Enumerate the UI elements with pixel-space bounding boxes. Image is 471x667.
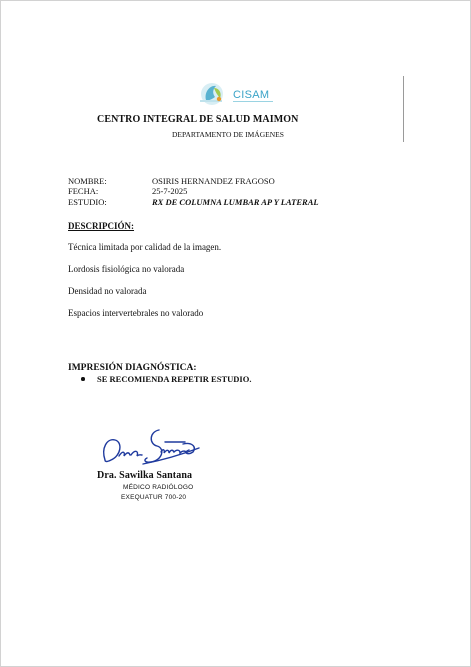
study-label: ESTUDIO: bbox=[68, 197, 107, 207]
date-value: 25-7-2025 bbox=[152, 186, 188, 196]
bullet-icon bbox=[81, 377, 85, 381]
logo-subline bbox=[233, 101, 273, 102]
finding-lordosis: Lordosis fisiológica no valorada bbox=[68, 264, 185, 274]
date-label: FECHA: bbox=[68, 186, 99, 196]
handwritten-signature bbox=[97, 422, 207, 472]
study-value: RX DE COLUMNA LUMBAR AP Y LATERAL bbox=[152, 197, 319, 207]
institution-name: CENTRO INTEGRAL DE SALUD MAIMON bbox=[97, 114, 299, 125]
signer-role: MÉDICO RADIÓLOGO bbox=[123, 484, 194, 491]
impression-item: SE RECOMIENDA REPETIR ESTUDIO. bbox=[97, 374, 252, 384]
impression-heading: IMPRESIÓN DIAGNÓSTICA: bbox=[68, 363, 197, 373]
department-name: DEPARTAMENTO DE IMÁGENES bbox=[172, 130, 284, 139]
logo-text: CISAM bbox=[233, 89, 270, 101]
finding-disc-spaces: Espacios intervertebrales no valorado bbox=[68, 308, 204, 318]
signer-license: EXEQUATUR 700-20 bbox=[121, 494, 187, 501]
margin-rule bbox=[403, 76, 404, 142]
finding-density: Densidad no valorada bbox=[68, 286, 147, 296]
signer-name: Dra. Sawilka Santana bbox=[97, 470, 193, 481]
description-heading: DESCRIPCIÓN: bbox=[68, 221, 135, 231]
finding-technique: Técnica limitada por calidad de la imagen. bbox=[68, 242, 222, 252]
patient-name-value: OSIRIS HERNANDEZ FRAGOSO bbox=[152, 176, 275, 186]
patient-name-label: NOMBRE: bbox=[68, 176, 107, 186]
